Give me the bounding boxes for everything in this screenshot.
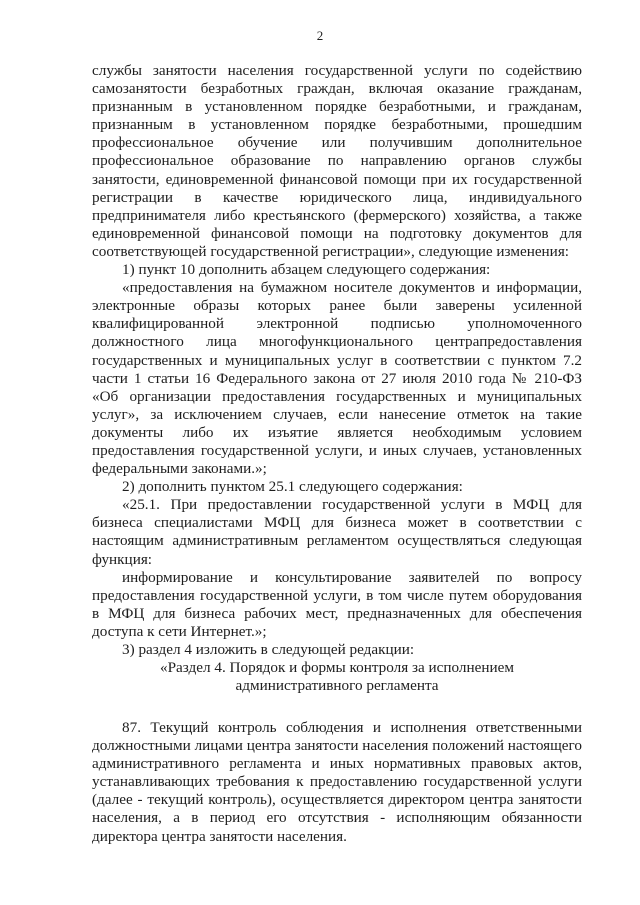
page-number: 2 — [316, 28, 324, 43]
paragraph-87: 87. Текущий контроль соблюдения и исполнения ответственными должностными лицами центра занятости населения положений настоящего административного регламента и иных нормативных правовых актов, устанавливающих требования к предоставлению государственной услуги (далее - текущий контроль), осуществляется директором центра занятости населения, а в период его отсутствия - исполняющим обязанности директора центра занятости населения. — [92, 719, 582, 845]
section-heading-line-2: административного регламента — [235, 677, 439, 695]
paragraph-quote-1: «предоставления на бумажном носителе документов и информации, электронные образы которых ранее были заверены усиленной квалифицированной электронной подписью уполномоченного должностного лица многофункционального центрапредоставления государственных и муниципальных услуг в соответствии с пунктом 7.2 части 1 статьи 16 Федерального закона от 27 июля 2010 года № 210-ФЗ «Об организации предоставления государственных и муниципальных услуг», за исключением случаев, если нанесение отметок на такие документы либо их изъятие является необходимым условием предоставления государственной услуги, и иных случаев, установленных федеральными законами.»; — [92, 279, 582, 478]
paragraph-quote-2: «25.1. При предоставлении государственной услуги в МФЦ для бизнеса специалистами МФЦ для бизнеса может в соответствии с настоящим административным регламентом осуществляться следующая функция: — [92, 496, 582, 568]
document-body-top — [92, 62, 582, 695]
paragraph-item-2: 2) дополнить пунктом 25.1 следующего содержания: — [122, 478, 463, 496]
paragraph-intro: службы занятости населения государственной услуги по содействию самозанятости безработных граждан, включая оказание гражданам, признанным в установленном порядке безработными, и гражданам, признанным в установленном порядке безработными, прошедшим профессиональное обучение или получившим дополнительное профессиональное образование по направлению органов службы занятости, единовременной финансовой помощи при их государственной регистрации в качестве юридического лица, индивидуального предпринимателя либо крестьянского (фермерского) хозяйства, а также единовременной финансовой помощи на подготовку документов для соответствующей государственной регистрации», следующие изменения: — [92, 62, 582, 260]
paragraph-item-1: 1) пункт 10 дополнить абзацем следующего содержания: — [122, 261, 491, 279]
paragraph-quote-2b: информирование и консультирование заявителей по вопросу предоставления государственной услуги, в том числе путем оборудования в МФЦ для бизнеса рабочих мест, предназначенных для обеспечения доступа к сети Интернет.»; — [92, 568, 582, 640]
document-body-bottom — [92, 719, 582, 846]
section-heading-line-1: «Раздел 4. Порядок и формы контроля за исполнением — [160, 659, 514, 677]
paragraph-item-3: 3) раздел 4 изложить в следующей редакции: — [122, 641, 415, 658]
